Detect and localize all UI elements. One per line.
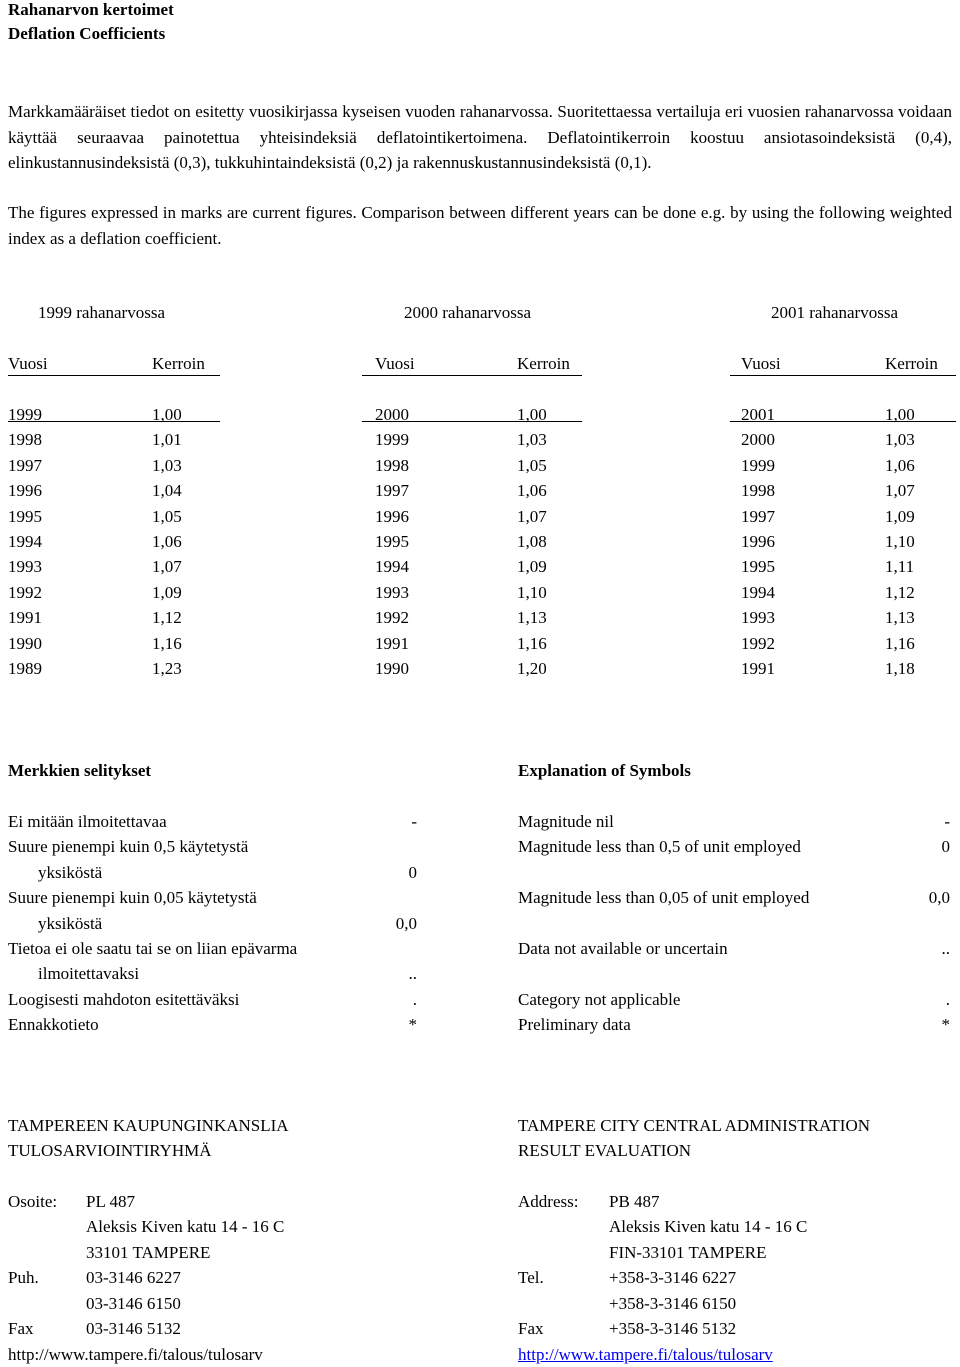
- fax-number-fi: 03-3146 5132: [86, 1319, 181, 1338]
- phone-number-fi: 03-3146 6150: [86, 1294, 181, 1313]
- org-name-en: TAMPERE CITY CENTRAL ADMINISTRATION: [518, 1116, 871, 1135]
- table-cell-year: 1991: [741, 659, 775, 678]
- table-cell-year: 2001: [741, 405, 775, 424]
- table-cell-year: 1995: [8, 506, 42, 526]
- column-header-year: Vuosi: [741, 354, 781, 373]
- table-cell-year: 1996: [8, 481, 42, 501]
- table-cell-coefficient: 1,11: [885, 557, 915, 577]
- header-underline: [8, 375, 220, 376]
- table-cell-year: 1991: [8, 608, 42, 628]
- symbol-description-en: Preliminary data: [518, 1015, 631, 1035]
- table-cell-coefficient: 1,12: [152, 608, 182, 628]
- address-line-fi: 33101 TAMPERE: [86, 1243, 211, 1262]
- table-cell-coefficient: 1,20: [517, 659, 547, 678]
- address-line-fi: PL 487: [86, 1192, 135, 1211]
- symbol-description-fi: yksiköstä: [38, 862, 103, 882]
- table-cell-year: 1996: [375, 506, 409, 526]
- website-url-fi: http://www.tampere.fi/talous/tulosarv: [8, 1345, 263, 1364]
- table-cell-coefficient: 1,09: [517, 557, 547, 577]
- table-heading: 2000 rahanarvossa: [404, 303, 531, 322]
- table-cell-year: 1995: [375, 532, 409, 551]
- table-cell-year: 1997: [8, 455, 42, 475]
- table-cell-coefficient: 1,03: [517, 430, 547, 450]
- table-cell-coefficient: 1,10: [885, 532, 915, 551]
- symbol-description-fi: ilmoitettavaksi: [38, 964, 140, 984]
- symbol-mark-en: ..: [941, 939, 950, 958]
- address-label-fi: Osoite:: [8, 1192, 58, 1211]
- table-cell-coefficient: 1,05: [517, 455, 547, 475]
- table-cell-coefficient: 1,05: [152, 506, 182, 526]
- table-cell-coefficient: 1,00: [885, 405, 915, 424]
- symbols-heading-fi: Merkkien selitykset: [8, 761, 152, 780]
- symbol-description-fi: Ei mitään ilmoitettavaa: [8, 812, 167, 831]
- address-label-en: Address:: [518, 1192, 579, 1211]
- symbol-description-fi: yksiköstä: [38, 913, 103, 933]
- table-cell-coefficient: 1,09: [885, 506, 915, 526]
- symbol-description-fi: Loogisesti mahdoton esitettäväksi: [8, 989, 240, 1009]
- symbol-description-en: Category not applicable: [518, 989, 681, 1009]
- symbol-mark-fi: -: [411, 812, 417, 831]
- table-cell-year: 1992: [741, 633, 775, 653]
- phone-number-en: +358-3-3146 6227: [609, 1268, 737, 1287]
- symbol-mark-fi: ..: [408, 964, 417, 984]
- intro-english: The figures expressed in marks are current figures. Comparison between different years can be done e.g. by using the following weighted index as a deflation coefficient.: [8, 203, 952, 248]
- symbol-mark-en: .: [945, 989, 950, 1009]
- symbol-description-fi: Tietoa ei ole saatu tai se on liian epävarma: [8, 939, 298, 958]
- table-cell-year: 1998: [375, 455, 409, 475]
- fax-number-en: +358-3-3146 5132: [609, 1319, 737, 1338]
- symbol-mark-en: 0: [941, 837, 950, 857]
- org-unit-en: RESULT EVALUATION: [518, 1141, 692, 1160]
- table-cell-coefficient: 1,01: [152, 430, 182, 450]
- table-cell-coefficient: 1,06: [152, 532, 182, 551]
- table-cell-year: 1998: [8, 430, 42, 450]
- table-cell-year: 1993: [741, 608, 775, 628]
- table-cell-year: 1999: [741, 455, 775, 475]
- table-heading: 1999 rahanarvossa: [38, 303, 165, 322]
- title-fi: Rahanarvon kertoimet: [8, 0, 174, 19]
- table-cell-year: 1994: [375, 557, 409, 577]
- table-cell-coefficient: 1,00: [517, 405, 547, 424]
- table-cell-coefficient: 1,07: [517, 506, 547, 526]
- table-cell-year: 2000: [741, 430, 775, 450]
- table-cell-coefficient: 1,13: [517, 608, 547, 628]
- base-year-strike-line: [730, 421, 956, 422]
- symbols-heading-en: Explanation of Symbols: [518, 761, 691, 780]
- table-cell-year: 1993: [375, 582, 409, 602]
- header-underline: [730, 375, 956, 376]
- symbol-mark-en: 0,0: [928, 888, 950, 908]
- symbol-mark-fi: *: [408, 1015, 417, 1035]
- column-header-coefficient: Kerroin: [517, 354, 570, 373]
- table-cell-year: 1989: [8, 659, 42, 678]
- fax-label-en: Fax: [518, 1319, 544, 1338]
- symbol-description-fi: Suure pienempi kuin 0,5 käytetystä: [8, 837, 249, 857]
- table-cell-coefficient: 1,16: [885, 633, 915, 653]
- base-year-strike-line: [362, 421, 582, 422]
- table-cell-year: 1999: [8, 405, 42, 424]
- table-cell-coefficient: 1,04: [152, 481, 182, 501]
- table-cell-coefficient: 1,18: [885, 659, 915, 678]
- symbol-description-fi: Suure pienempi kuin 0,05 käytetystä: [8, 888, 257, 908]
- table-heading: 2001 rahanarvossa: [771, 303, 898, 322]
- table-cell-coefficient: 1,06: [885, 455, 915, 475]
- org-unit-fi: TULOSARVIOINTIRYHMÄ: [8, 1141, 212, 1160]
- header-underline: [362, 375, 582, 376]
- table-cell-year: 1990: [375, 659, 409, 678]
- symbol-mark-fi: .: [412, 989, 417, 1009]
- table-cell-coefficient: 1,07: [152, 557, 182, 577]
- table-cell-year: 1991: [375, 633, 409, 653]
- base-year-strike-line: [8, 421, 220, 422]
- address-line-en: PB 487: [609, 1192, 660, 1211]
- column-header-year: Vuosi: [375, 354, 415, 373]
- symbol-description-en: Data not available or uncertain: [518, 939, 728, 958]
- symbol-mark-fi: 0,0: [395, 913, 417, 933]
- phone-label-en: Tel.: [518, 1268, 544, 1287]
- table-cell-year: 1998: [741, 481, 775, 501]
- table-cell-coefficient: 1,13: [885, 608, 915, 628]
- column-header-coefficient: Kerroin: [152, 354, 205, 373]
- address-line-en: FIN-33101 TAMPERE: [609, 1243, 767, 1262]
- table-cell-year: 1997: [741, 506, 775, 526]
- table-cell-year: 1994: [8, 532, 42, 551]
- website-link-en[interactable]: http://www.tampere.fi/talous/tulosarv: [518, 1345, 773, 1364]
- table-cell-coefficient: 1,03: [152, 455, 182, 475]
- table-cell-year: 1990: [8, 633, 42, 653]
- phone-number-en: +358-3-3146 6150: [609, 1294, 737, 1313]
- table-cell-coefficient: 1,03: [885, 430, 915, 450]
- table-cell-year: 1993: [8, 557, 42, 577]
- address-line-fi: Aleksis Kiven katu 14 - 16 C: [86, 1217, 285, 1236]
- column-header-year: Vuosi: [8, 354, 48, 373]
- table-cell-coefficient: 1,16: [152, 633, 182, 653]
- table-cell-coefficient: 1,06: [517, 481, 547, 501]
- symbol-description-en: Magnitude nil: [518, 812, 614, 831]
- symbol-description-en: Magnitude less than 0,5 of unit employed: [518, 837, 801, 857]
- intro-finnish: Markkamääräiset tiedot on esitetty vuosikirjassa kyseisen vuoden rahanarvossa. Suoritettaessa vertailuja eri vuosien rahanarvossa voidaan käyttää seuraavaa painotettua yhteisindeksiä deflatointikertoimena. Deflatointikerroin koostuu ansiotasoindeksistä (0,4), elinkustannusindeksistä (0,3), tukkuhintaindeksistä (0,2) ja rakennuskustannusindeksistä (0,1).: [8, 102, 952, 172]
- symbol-mark-en: *: [941, 1015, 950, 1035]
- title-en: Deflation Coefficients: [8, 24, 166, 43]
- table-cell-coefficient: 1,23: [152, 659, 182, 678]
- phone-number-fi: 03-3146 6227: [86, 1268, 181, 1287]
- table-cell-year: 1994: [741, 582, 775, 602]
- symbol-description-en: Magnitude less than 0,05 of unit employed: [518, 888, 810, 908]
- symbol-description-fi: Ennakkotieto: [8, 1015, 99, 1035]
- table-cell-year: 1992: [375, 608, 409, 628]
- column-header-coefficient: Kerroin: [885, 354, 938, 373]
- address-line-en: Aleksis Kiven katu 14 - 16 C: [609, 1217, 808, 1236]
- table-cell-coefficient: 1,10: [517, 582, 547, 602]
- table-cell-year: 1999: [375, 430, 409, 450]
- table-cell-coefficient: 1,08: [517, 532, 547, 551]
- table-cell-coefficient: 1,12: [885, 582, 915, 602]
- table-cell-coefficient: 1,00: [152, 405, 182, 424]
- symbol-mark-en: -: [944, 812, 950, 831]
- table-cell-year: 1995: [741, 557, 775, 577]
- table-cell-coefficient: 1,09: [152, 582, 182, 602]
- table-cell-year: 1992: [8, 582, 42, 602]
- table-cell-coefficient: 1,16: [517, 633, 547, 653]
- table-cell-year: 1997: [375, 481, 409, 501]
- table-cell-year: 2000: [375, 405, 409, 424]
- table-cell-coefficient: 1,07: [885, 481, 915, 501]
- symbol-mark-fi: 0: [408, 862, 417, 882]
- phone-label-fi: Puh.: [8, 1268, 39, 1287]
- table-cell-year: 1996: [741, 532, 775, 551]
- org-name-fi: TAMPEREEN KAUPUNGINKANSLIA: [8, 1116, 289, 1135]
- fax-label-fi: Fax: [8, 1319, 34, 1338]
